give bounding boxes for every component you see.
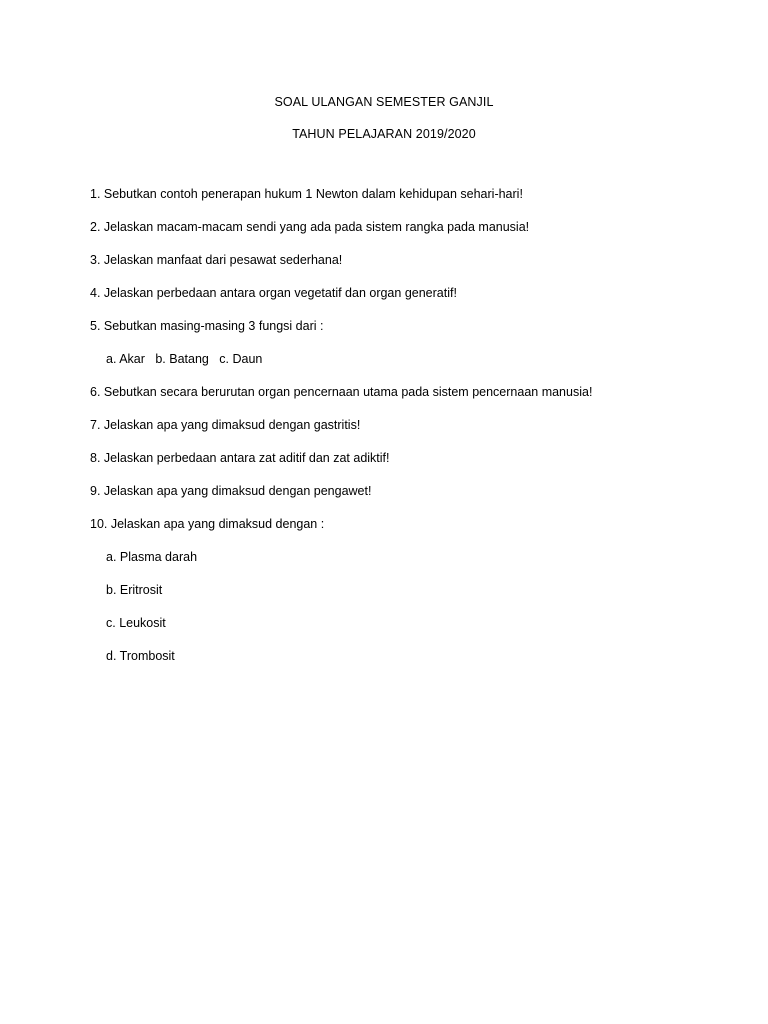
question-2: 2. Jelaskan macam-macam sendi yang ada pada sistem rangka pada manusia! xyxy=(90,220,530,234)
question-10-option-a: a. Plasma darah xyxy=(106,550,198,564)
question-6: 6. Sebutkan secara berurutan organ pencernaan utama pada sistem pencernaan manusia! xyxy=(90,385,593,399)
document-subtitle: TAHUN PELAJARAN 2019/2020 xyxy=(292,127,476,141)
question-8: 8. Jelaskan perbedaan antara zat aditif dan zat adiktif! xyxy=(90,451,390,465)
question-10-option-d: d. Trombosit xyxy=(106,649,175,663)
question-3: 3. Jelaskan manfaat dari pesawat sederhana! xyxy=(90,253,343,267)
question-5-options: a. Akar b. Batang c. Daun xyxy=(106,352,263,366)
document-title: SOAL ULANGAN SEMESTER GANJIL xyxy=(274,95,494,109)
question-1: 1. Sebutkan contoh penerapan hukum 1 Newton dalam kehidupan sehari-hari! xyxy=(90,187,523,201)
question-10: 10. Jelaskan apa yang dimaksud dengan : xyxy=(90,517,325,531)
question-10-option-b: b. Eritrosit xyxy=(106,583,163,597)
question-5: 5. Sebutkan masing-masing 3 fungsi dari : xyxy=(90,319,324,333)
question-10-option-c: c. Leukosit xyxy=(106,616,166,630)
question-7: 7. Jelaskan apa yang dimaksud dengan gastritis! xyxy=(90,418,361,432)
question-9: 9. Jelaskan apa yang dimaksud dengan pengawet! xyxy=(90,484,372,498)
question-4: 4. Jelaskan perbedaan antara organ vegetatif dan organ generatif! xyxy=(90,286,457,300)
